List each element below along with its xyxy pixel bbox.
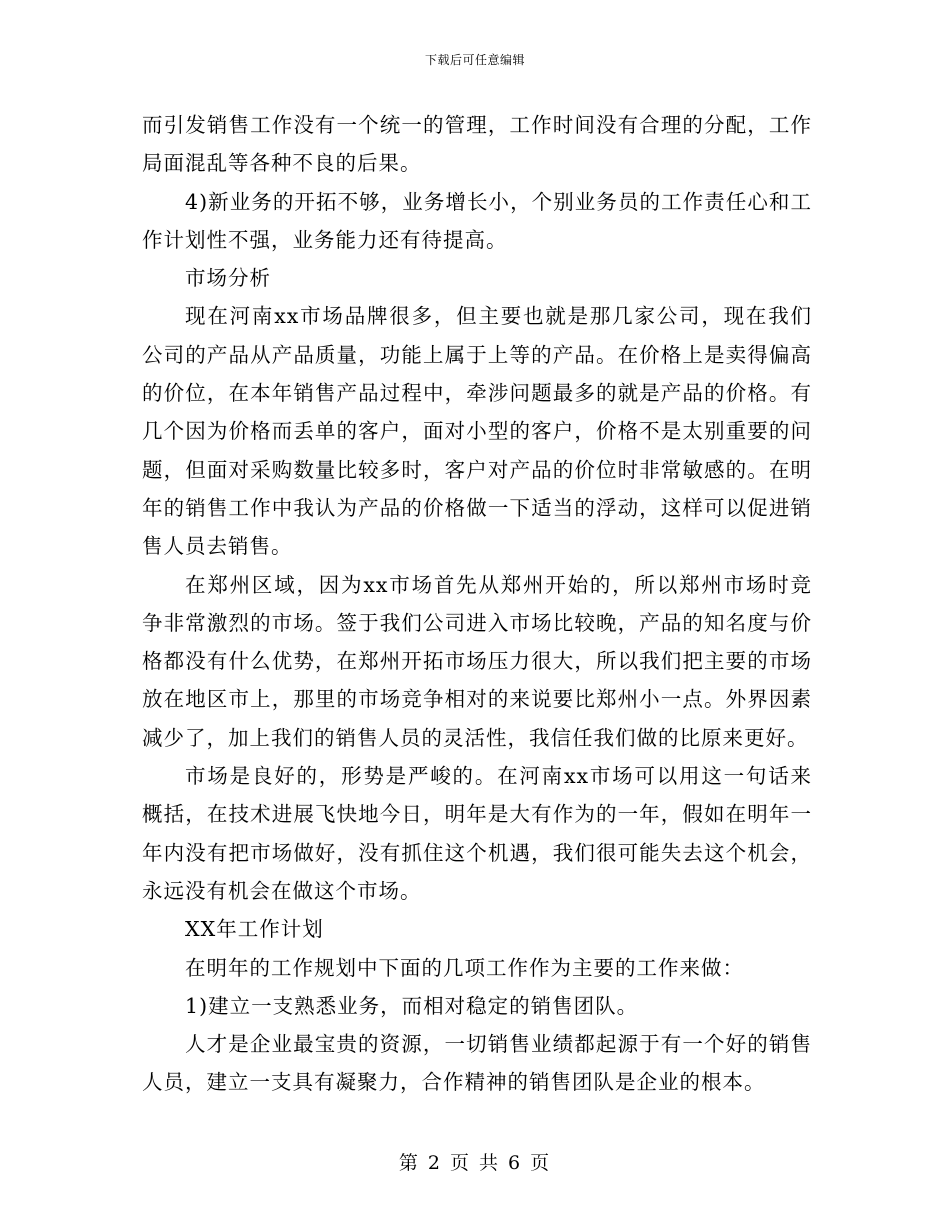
paragraph-continuation: 而引发销售工作没有一个统一的管理，工作时间没有合理的分配，工作局面混乱等各种不良的后果。	[142, 113, 812, 176]
paragraph-zhengzhou-region: 在郑州区域，因为xx市场首先从郑州开始的，所以郑州市场时竞争非常激烈的市场。签于我们公司进入市场比较晚，产品的知名度与价格都没有什么优势，在郑州开拓市场压力很大，所以我们把主要的市场放在地区市上，那里的市场竞争相对的来说要比郑州小一点。外界因素减少了，加上我们的销售人员的灵活性，我信任我们做的比原来更好。	[142, 572, 812, 750]
paragraph-market-outlook: 市场是良好的，形势是严峻的。在河南xx市场可以用这一句话来概括，在技术进展飞快地今日，明年是大有作为的一年，假如在明年一年内没有把市场做好，没有抓住这个机遇，我们很可能失去这个机会，永远没有机会在做这个市场。	[142, 764, 812, 903]
document-body	[142, 106, 812, 1102]
paragraph-item-4: 4)新业务的开拓不够，业务增长小，个别业务员的工作责任心和工作计划性不强，业务能力还有待提高。	[142, 189, 812, 252]
section-heading-market-analysis: 市场分析	[185, 266, 272, 291]
paragraph-plan-intro: 在明年的工作规划中下面的几项工作作为主要的工作来做：	[185, 955, 745, 980]
paragraph-market-brands: 现在河南xx市场品牌很多，但主要也就是那几家公司，现在我们公司的产品从产品质量，功能上属于上等的产品。在价格上是卖得偏高的价位，在本年销售产品过程中，牵涉问题最多的就是产品的价格。有几个因为价格而丢单的客户，面对小型的客户，价格不是太别重要的问题，但面对采购数量比较多时，客户对产品的价位时非常敏感的。在明年的销售工作中我认为产品的价格做一下适当的浮动，这样可以促进销售人员去销售。	[142, 304, 812, 559]
paragraph-talent: 人才是企业最宝贵的资源，一切销售业绩都起源于有一个好的销售人员，建立一支具有凝聚力，合作精神的销售团队是企业的根本。	[142, 1032, 812, 1095]
page-header: 下载后可任意编辑	[424, 53, 525, 67]
section-heading-work-plan: XX年工作计划	[185, 917, 324, 942]
page-number: 第 2 页 共 6 页	[398, 1152, 552, 1174]
paragraph-item-1: 1)建立一支熟悉业务，而相对稳定的销售团队。	[185, 993, 639, 1018]
